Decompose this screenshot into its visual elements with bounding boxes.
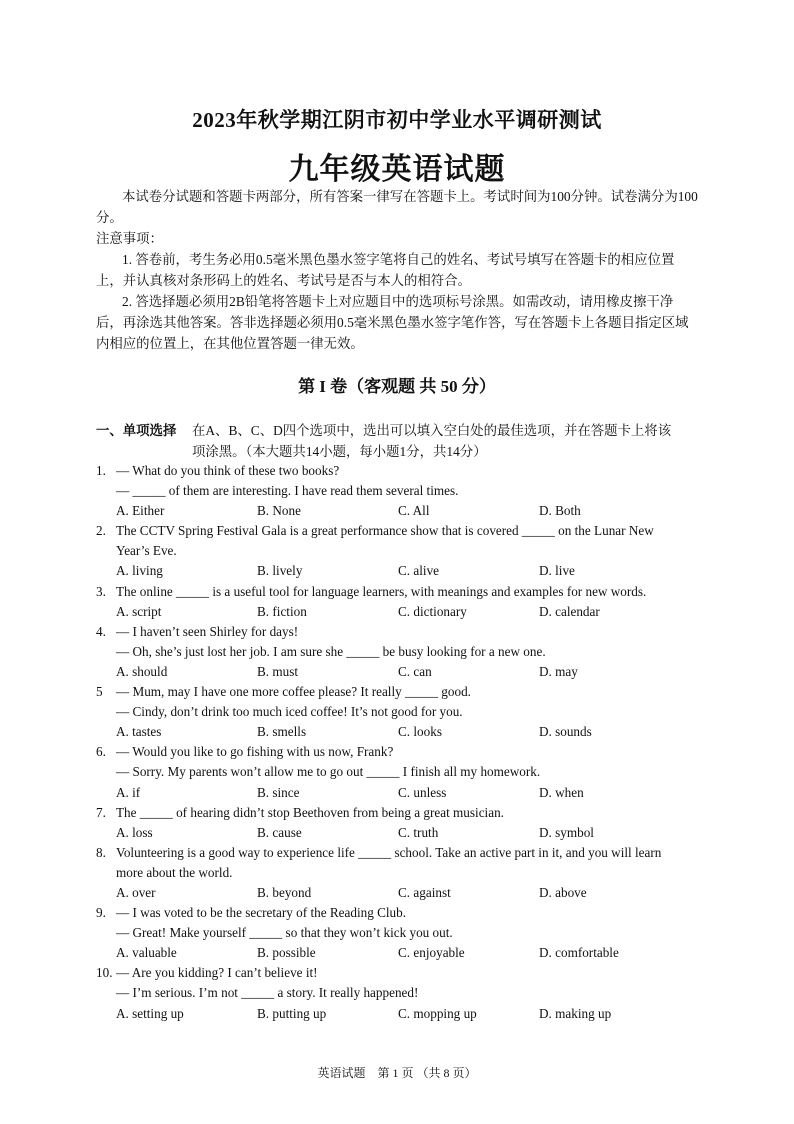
question-item <box>96 582 702 622</box>
answer-option: A. Either <box>116 503 165 519</box>
question-text: Volunteering is a good way to experience life _____ school. Take an active part in it, and you will learn <box>116 844 662 860</box>
question-item <box>96 843 702 903</box>
exam-title: 2023年秋学期江阴市初中学业水平调研测试 <box>192 108 602 132</box>
answer-option: D. calendar <box>539 603 600 619</box>
answer-option: A. setting up <box>116 1005 184 1021</box>
answer-option: D. when <box>539 784 584 800</box>
answer-option: A. should <box>116 663 168 679</box>
answer-option: D. making up <box>539 1005 612 1021</box>
answer-option: B. putting up <box>257 1005 327 1021</box>
answer-options <box>96 823 702 843</box>
question-text: Year’s Eve. <box>116 543 177 559</box>
answer-option: C. mopping up <box>398 1005 477 1021</box>
instructions <box>96 186 700 354</box>
note-item-1: 1. 答卷前，考生务必用0.5毫米黑色墨水签字笔将自己的姓名、考试号填写在答题卡的相应位置上，并认真核对条形码上的姓名、考试号是否与本人的相符合。 <box>96 252 675 288</box>
question-item <box>96 803 702 843</box>
question-item <box>96 521 702 581</box>
note-item-2: 2. 答选择题必须用2B铅笔将答题卡上对应题目中的选项标号涂黑。如需改动，请用橡皮擦干净后，再涂选其他答案。答非选择题必须用0.5毫米黑色墨水签字笔作答，写在答题卡上各题目指定区域内相应的位置上，在其他位置答题一律无效。 <box>96 294 689 351</box>
answer-option: B. must <box>257 663 299 679</box>
answer-option: A. loss <box>116 824 153 840</box>
question-text: The _____ of hearing didn’t stop Beethoven from being a great musician. <box>116 804 504 820</box>
question-indent <box>96 863 116 883</box>
answer-option: C. unless <box>398 784 447 800</box>
question-indent <box>96 481 116 501</box>
question-text: — Great! Make yourself _____ so that they won’t kick you out. <box>116 925 453 941</box>
answer-option: D. symbol <box>539 824 594 840</box>
question-item <box>96 742 702 802</box>
question-item <box>96 682 702 742</box>
question-indent <box>96 702 116 722</box>
answer-option: C. truth <box>398 824 439 840</box>
question-number: 4. <box>96 623 106 639</box>
part-description-cont: 项涂黑。（本大题共14小题，每小题1分，共14分） <box>192 444 487 459</box>
question-number: 9. <box>96 905 106 921</box>
question-text: — I was voted to be the secretary of the Reading Club. <box>116 905 407 921</box>
answer-option: B. None <box>257 503 301 519</box>
answer-options <box>96 1004 702 1024</box>
section-title: 第 I 卷（客观题 共 50 分） <box>298 377 496 396</box>
answer-option: A. valuable <box>116 945 177 961</box>
question-indent <box>96 642 116 662</box>
answer-options <box>96 602 702 622</box>
question-number: 7. <box>96 804 106 820</box>
answer-option: B. beyond <box>257 884 312 900</box>
question-text: — Oh, she’s just lost her job. I am sure she _____ be busy looking for a new one. <box>116 643 546 659</box>
answer-option: A. over <box>116 884 156 900</box>
answer-option: C. dictionary <box>398 603 467 619</box>
question-indent <box>96 762 116 782</box>
answer-option: C. looks <box>398 724 442 740</box>
question-text: The online _____ is a useful tool for language learners, with meanings and examples for new words. <box>116 583 647 599</box>
question-indent <box>96 983 116 1003</box>
answer-option: C. enjoyable <box>398 945 465 961</box>
question-number: 1. <box>96 463 106 478</box>
part-description: 在A、B、C、D四个选项中，选出可以填入空白处的最佳选项，并在答题卡上将该 <box>192 423 672 438</box>
question-text: — Mum, may I have one more coffee please? It really _____ good. <box>116 684 471 700</box>
question-item <box>96 963 702 1023</box>
question-text: more about the world. <box>116 864 233 880</box>
question-number: 5 <box>96 684 103 700</box>
page-footer: 英语试题 第 1 页 （共 8 页） <box>317 1066 477 1080</box>
part-heading <box>96 420 700 462</box>
question-list <box>96 461 702 1024</box>
question-item <box>96 903 702 963</box>
question-number: 3. <box>96 583 106 599</box>
question-text: — What do you think of these two books? <box>116 463 340 478</box>
answer-options <box>96 783 702 803</box>
answer-option: C. alive <box>398 563 440 579</box>
answer-options <box>96 722 702 742</box>
question-text: — Cindy, don’t drink too much iced coffee! It’s not good for you. <box>116 704 463 720</box>
answer-option: D. comfortable <box>539 945 619 961</box>
question-text: — I’m serious. I’m not _____ a story. It really happened! <box>116 985 419 1001</box>
answer-option: B. lively <box>257 563 303 579</box>
question-item <box>96 622 702 682</box>
answer-options <box>96 662 702 682</box>
answer-option: D. Both <box>539 503 581 519</box>
question-number: 6. <box>96 744 106 760</box>
question-text: — Sorry. My parents won’t allow me to go out _____ I finish all my homework. <box>116 764 541 780</box>
answer-option: B. since <box>257 784 300 800</box>
answer-option: C. against <box>398 884 451 900</box>
answer-option: A. living <box>116 563 163 579</box>
question-indent <box>96 923 116 943</box>
notes-label: 注意事项： <box>96 231 163 246</box>
answer-option: B. smells <box>257 724 307 740</box>
question-text: — Are you kidding? I can’t believe it! <box>116 965 318 981</box>
answer-option: B. possible <box>257 945 316 961</box>
answer-option: D. may <box>539 663 578 679</box>
answer-option: A. if <box>116 784 141 800</box>
answer-options <box>96 561 702 581</box>
question-text: — _____ of them are interesting. I have read them several times. <box>116 483 459 499</box>
answer-option: A. tastes <box>116 724 162 740</box>
question-item <box>96 461 702 521</box>
question-number: 2. <box>96 523 106 539</box>
answer-options <box>96 943 702 963</box>
intro-paragraph: 本试卷分试题和答题卡两部分，所有答案一律写在答题卡上。考试时间为100分钟。试卷满分为100分。 <box>96 189 698 225</box>
answer-option: D. above <box>539 884 587 900</box>
answer-option: C. All <box>398 503 430 519</box>
answer-options <box>96 883 702 903</box>
answer-option: B. fiction <box>257 603 307 619</box>
answer-option: C. can <box>398 663 432 679</box>
answer-options <box>96 501 702 521</box>
exam-subtitle: 九年级英语试题 <box>288 153 506 186</box>
question-indent <box>96 541 116 561</box>
answer-option: D. live <box>539 563 575 579</box>
question-text: The CCTV Spring Festival Gala is a great performance show that is covered _____ on the Lunar New <box>116 523 654 539</box>
part-label: 一、单项选择 <box>96 423 177 438</box>
answer-option: B. cause <box>257 824 302 840</box>
question-text: — I haven’t seen Shirley for days! <box>116 623 299 639</box>
question-number: 8. <box>96 844 106 860</box>
answer-option: A. script <box>116 603 162 619</box>
answer-option: D. sounds <box>539 724 592 740</box>
question-number: 10. <box>96 965 113 981</box>
question-text: — Would you like to go fishing with us now, Frank? <box>116 744 394 760</box>
